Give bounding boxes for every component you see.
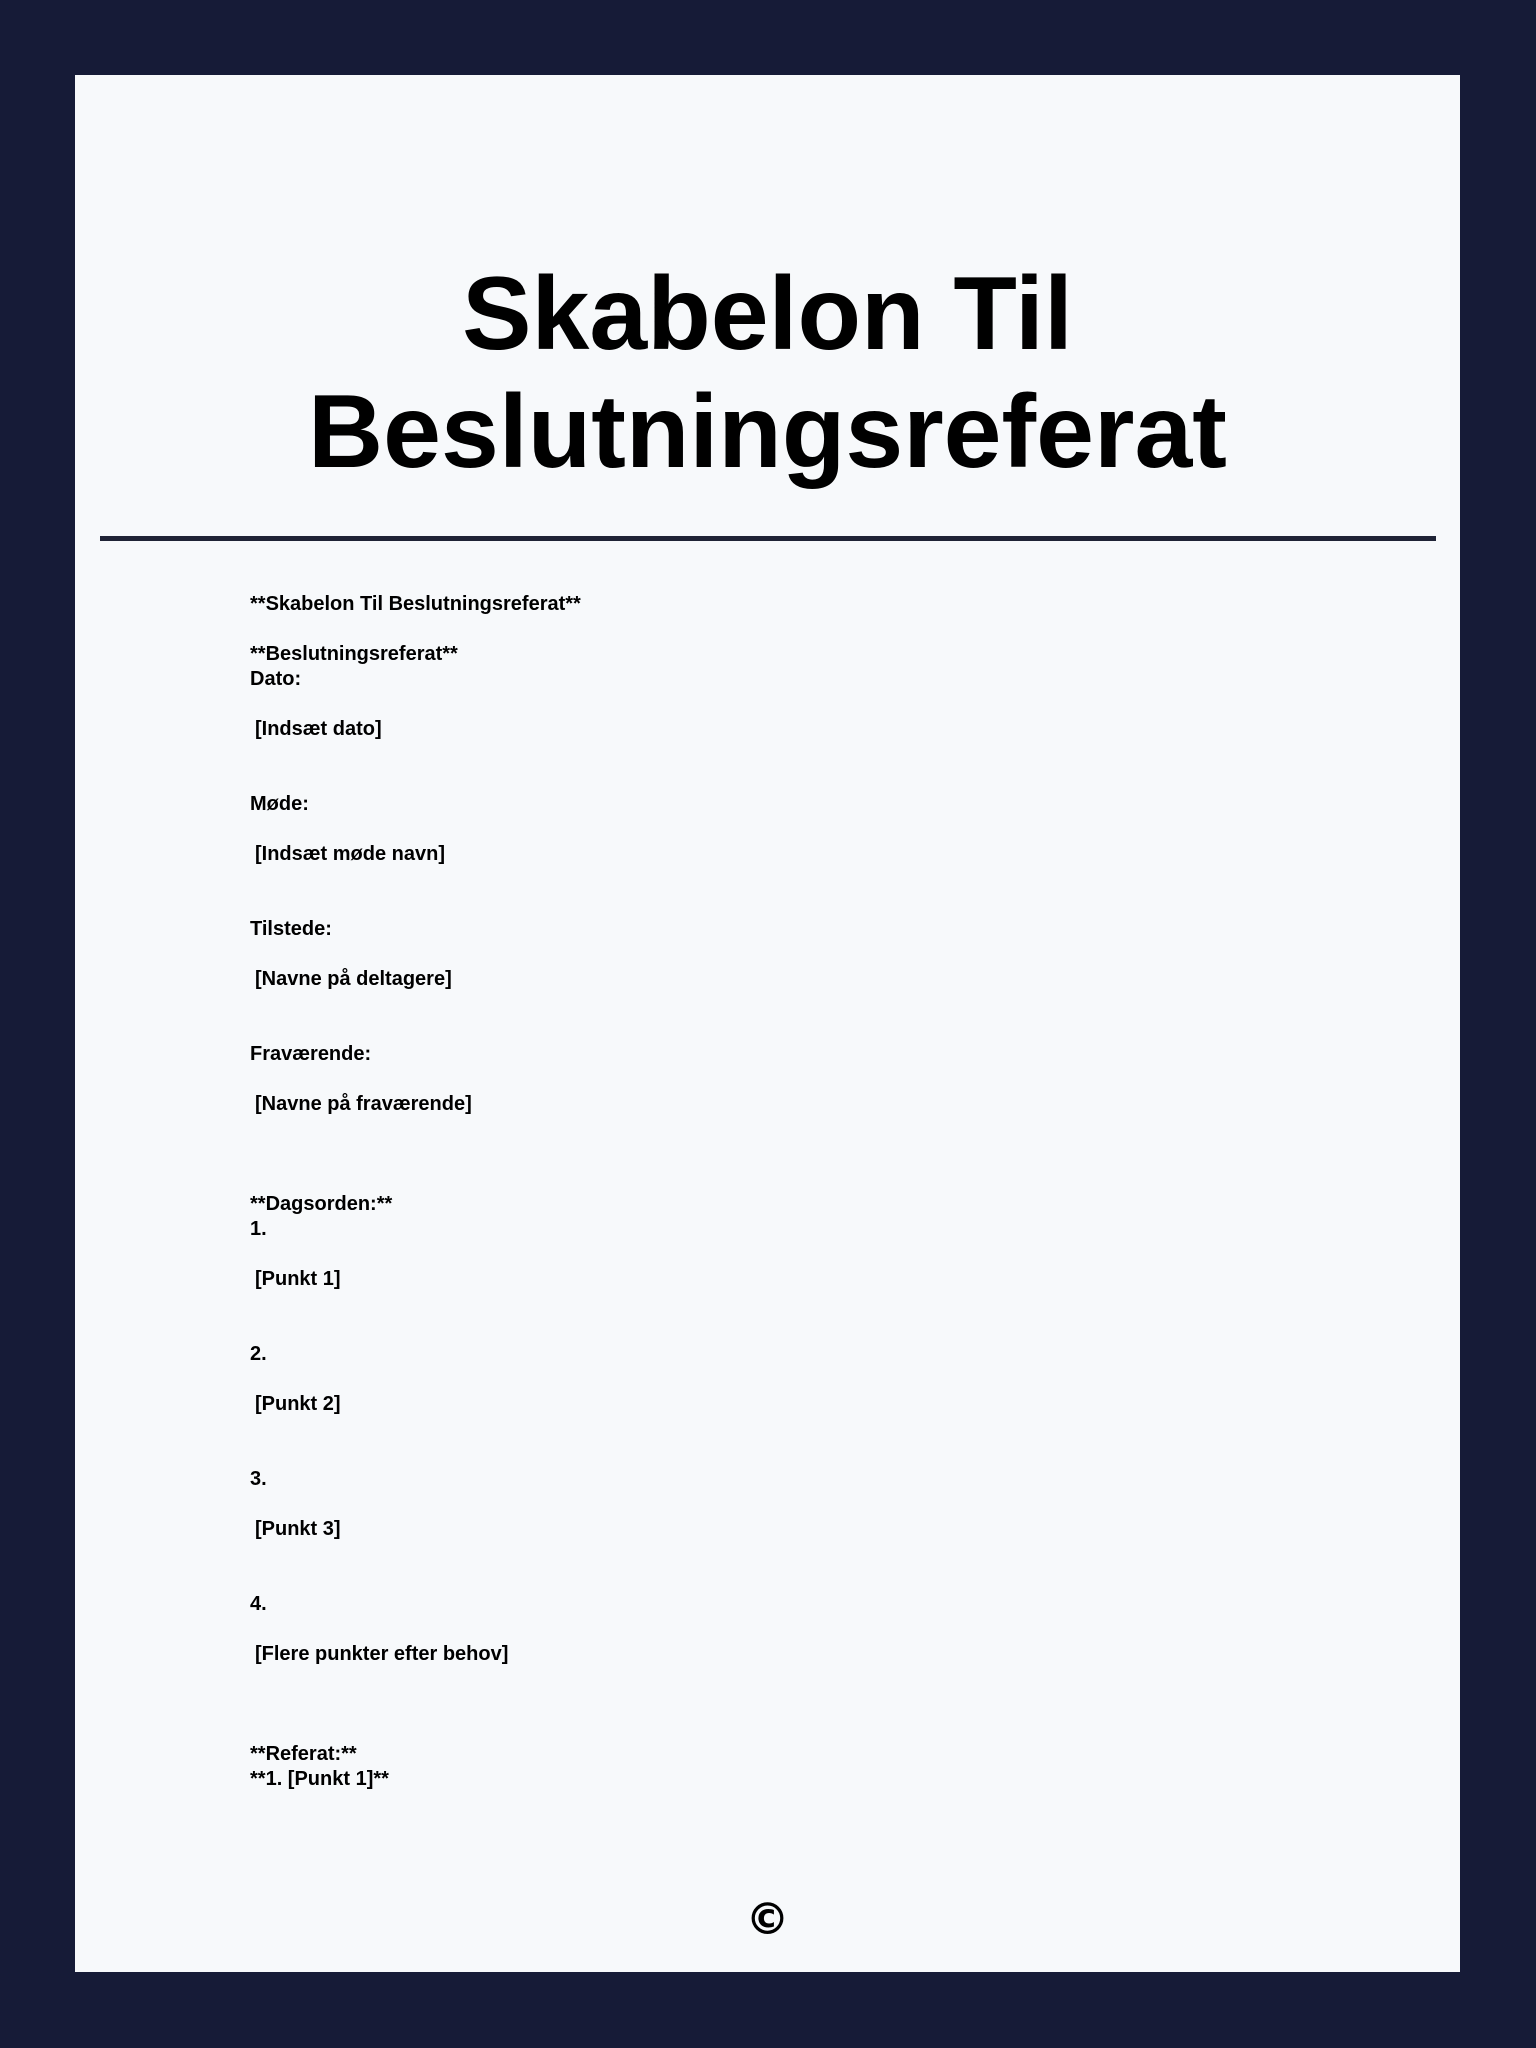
body-line-meeting-placeholder: [Indsæt møde navn] (255, 843, 446, 865)
body-line-blank (250, 1717, 1250, 1742)
body-line-agenda-number-2: 2. (250, 1343, 267, 1365)
body-line-blank (250, 1017, 1250, 1042)
body-line-blank (250, 1692, 1250, 1717)
body-line-blank (250, 1617, 1250, 1642)
body-line-blank (250, 1667, 1250, 1692)
body-line-blank (250, 617, 1250, 642)
body-line-blank (250, 1417, 1250, 1442)
body-line-absent-placeholder: [Navne på fraværende] (255, 1093, 472, 1115)
body-line-agenda-item-2: [Punkt 2] (255, 1393, 341, 1415)
body-line-agenda-number-4: 4. (250, 1593, 267, 1615)
body-line-agenda-item-1: [Punkt 1] (255, 1268, 341, 1290)
body-line-agenda-number-3: 3. (250, 1468, 267, 1490)
body-line-blank (250, 867, 1250, 892)
body-line-blank (250, 1367, 1250, 1392)
body-line-blank (250, 692, 1250, 717)
body-line-present-label: Tilstede: (250, 918, 332, 940)
body-line-blank (250, 1492, 1250, 1517)
body-line-date-placeholder: [Indsæt dato] (255, 718, 382, 740)
body-line-blank (250, 1292, 1250, 1317)
body-line-blank (250, 1242, 1250, 1267)
body-line-absent-label: Fraværende: (250, 1043, 372, 1065)
body-line-minutes-heading: **Referat:** (250, 1743, 357, 1765)
body-line-blank (250, 892, 1250, 917)
body-line-agenda-heading: **Dagsorden:** (250, 1193, 393, 1215)
body-line-minutes-item-1: **1. [Punkt 1]** (250, 1768, 389, 1790)
body-line-blank (250, 1542, 1250, 1567)
body-line-blank (250, 1067, 1250, 1092)
body-line-blank (250, 767, 1250, 792)
document-body (250, 592, 1250, 1792)
body-line-blank (250, 1317, 1250, 1342)
body-line-blank (250, 1567, 1250, 1592)
body-line-date-label: Dato: (250, 668, 302, 690)
title-divider (100, 536, 1436, 541)
body-line-blank (250, 1117, 1250, 1142)
body-line-blank (250, 992, 1250, 1017)
body-line-agenda-more-items: [Flere punkter efter behov] (255, 1643, 509, 1665)
body-line-meeting-label: Møde: (250, 793, 309, 815)
body-line-blank (250, 1442, 1250, 1467)
body-line-blank (250, 1167, 1250, 1192)
title-line-1: Skabelon Til (462, 256, 1073, 372)
document-title (75, 255, 1460, 491)
body-line-blank (250, 742, 1250, 767)
body-line-blank (250, 817, 1250, 842)
body-line-present-placeholder: [Navne på deltagere] (255, 968, 452, 990)
body-line-section-heading: **Beslutningsreferat** (250, 643, 458, 665)
body-line-blank (250, 1142, 1250, 1167)
title-line-2: Beslutningsreferat (308, 374, 1227, 490)
copyright-symbol: © (745, 1894, 790, 1945)
document-page (75, 75, 1460, 1972)
body-line-agenda-number-1: 1. (250, 1218, 267, 1240)
body-line-document-heading: **Skabelon Til Beslutningsreferat** (250, 593, 581, 615)
body-line-agenda-item-3: [Punkt 3] (255, 1518, 341, 1540)
body-line-blank (250, 942, 1250, 967)
